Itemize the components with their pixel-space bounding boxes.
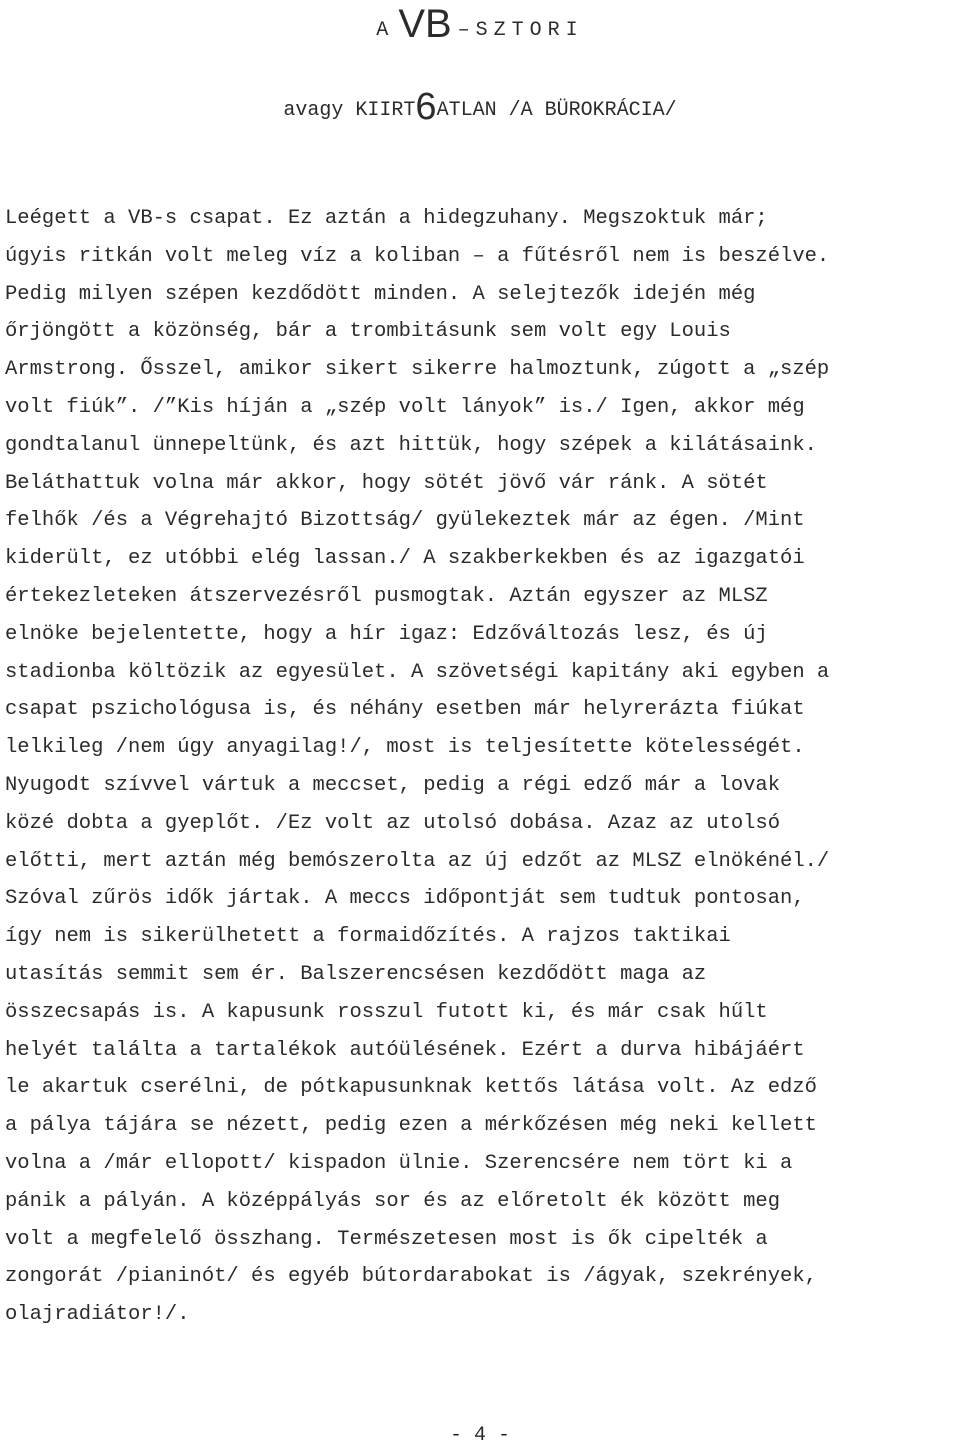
subtitle-big-digit: 6: [415, 86, 437, 128]
title-prefix: A: [376, 19, 395, 42]
body-line: olajradiátor!/.: [5, 1303, 190, 1327]
body-line: kiderült, ez utóbbi elég lassan./ A szakberkekben és az igazgatói: [5, 547, 805, 571]
body-line: közé dobta a gyeplőt. /Ez volt az utolsó dobása. Azaz az utolsó: [5, 811, 781, 835]
body-line: Szóval zűrös idők jártak. A meccs időpontját sem tudtuk pontosan,: [5, 887, 805, 911]
page-number: - 4 -: [449, 1424, 510, 1447]
body-line: stadionba költözik az egyesület. A szövetségi kapitány aki egyben a: [5, 660, 830, 684]
body-line: felhők /és a Végrehajtó Bizottság/ gyülekeztek már az égen. /Mint: [5, 509, 805, 533]
document-subtitle: [0, 86, 960, 129]
body-line: volt fiúk”. /”Kis híján a „szép volt lányok” is./ Igen, akkor még: [5, 395, 805, 419]
body-line: elnöke bejelentette, hogy a hír igaz: Edzőváltozás lesz, és új: [5, 622, 768, 646]
body-line: összecsapás is. A kapusunk rosszul futott ki, és már csak hűlt: [5, 1000, 768, 1024]
body-text: [5, 200, 960, 1334]
body-line: lelkileg /nem úgy anyagilag!/, most is teljesítette kötelességét.: [5, 736, 805, 760]
body-line: gondtalanul ünnepeltünk, és azt hittük, hogy szépek a kilátásaink.: [5, 433, 817, 457]
document-title: [0, 2, 960, 47]
body-line: így nem is sikerülhetett a formaidőzítés. A rajzos taktikai: [5, 925, 731, 949]
body-line: pánik a pályán. A középpályás sor és az előretolt ék között meg: [5, 1189, 781, 1213]
title-suffix: –SZTORI: [457, 19, 584, 42]
body-line: Beláthattuk volna már akkor, hogy sötét jövő vár ránk. A sötét: [5, 471, 768, 495]
body-line: le akartuk cserélni, de pótkapusunknak kettős látása volt. Az edző: [5, 1076, 817, 1100]
body-line: a pálya tájára se nézett, pedig ezen a mérkőzésen még neki kellett: [5, 1114, 817, 1138]
body-line: volna a /már ellopott/ kispadon ülnie. Szerencsére nem tört ki a: [5, 1151, 793, 1175]
body-line: Pedig milyen szépen kezdődött minden. A selejtezők idején még: [5, 282, 756, 306]
subtitle-after: ATLAN /A BÜROKRÁCIA/: [436, 99, 677, 122]
body-line: Nyugodt szívvel vártuk a meccset, pedig a régi edző már a lovak: [5, 773, 781, 797]
body-line: zongorát /pianinót/ és egyéb bútordarabokat is /ágyak, szekrények,: [5, 1265, 817, 1289]
body-line: helyét találta a tartalékok autóülésének. Ezért a durva hibájáért: [5, 1038, 805, 1062]
body-line: értekezleteken átszervezésről pusmogtak. Aztán egyszer az MLSZ: [5, 584, 768, 608]
body-line: utasítás semmit sem ér. Balszerencsésen kezdődött maga az: [5, 962, 707, 986]
subtitle-before: avagy KIIRT: [283, 99, 416, 122]
body-line: Armstrong. Ősszel, amikor sikert sikerre halmoztunk, zúgott a „szép: [5, 358, 830, 382]
body-line: őrjöngött a közönség, bár a trombitásunk sem volt egy Louis: [5, 320, 731, 344]
body-line: úgyis ritkán volt meleg víz a koliban – a fűtésről nem is beszélve.: [5, 244, 830, 268]
title-big-letters: VB: [398, 2, 452, 46]
body-line: csapat pszichológusa is, és néhány esetben már helyrerázta fiúkat: [5, 698, 805, 722]
body-line: Leégett a VB-s csapat. Ez aztán a hidegzuhany. Megszoktuk már;: [5, 207, 768, 230]
body-line: előtti, mert aztán még bemószerolta az új edzőt az MLSZ elnökénél./: [5, 849, 830, 873]
body-line: volt a megfelelő összhang. Természetesen most is ők cipelték a: [5, 1227, 768, 1251]
